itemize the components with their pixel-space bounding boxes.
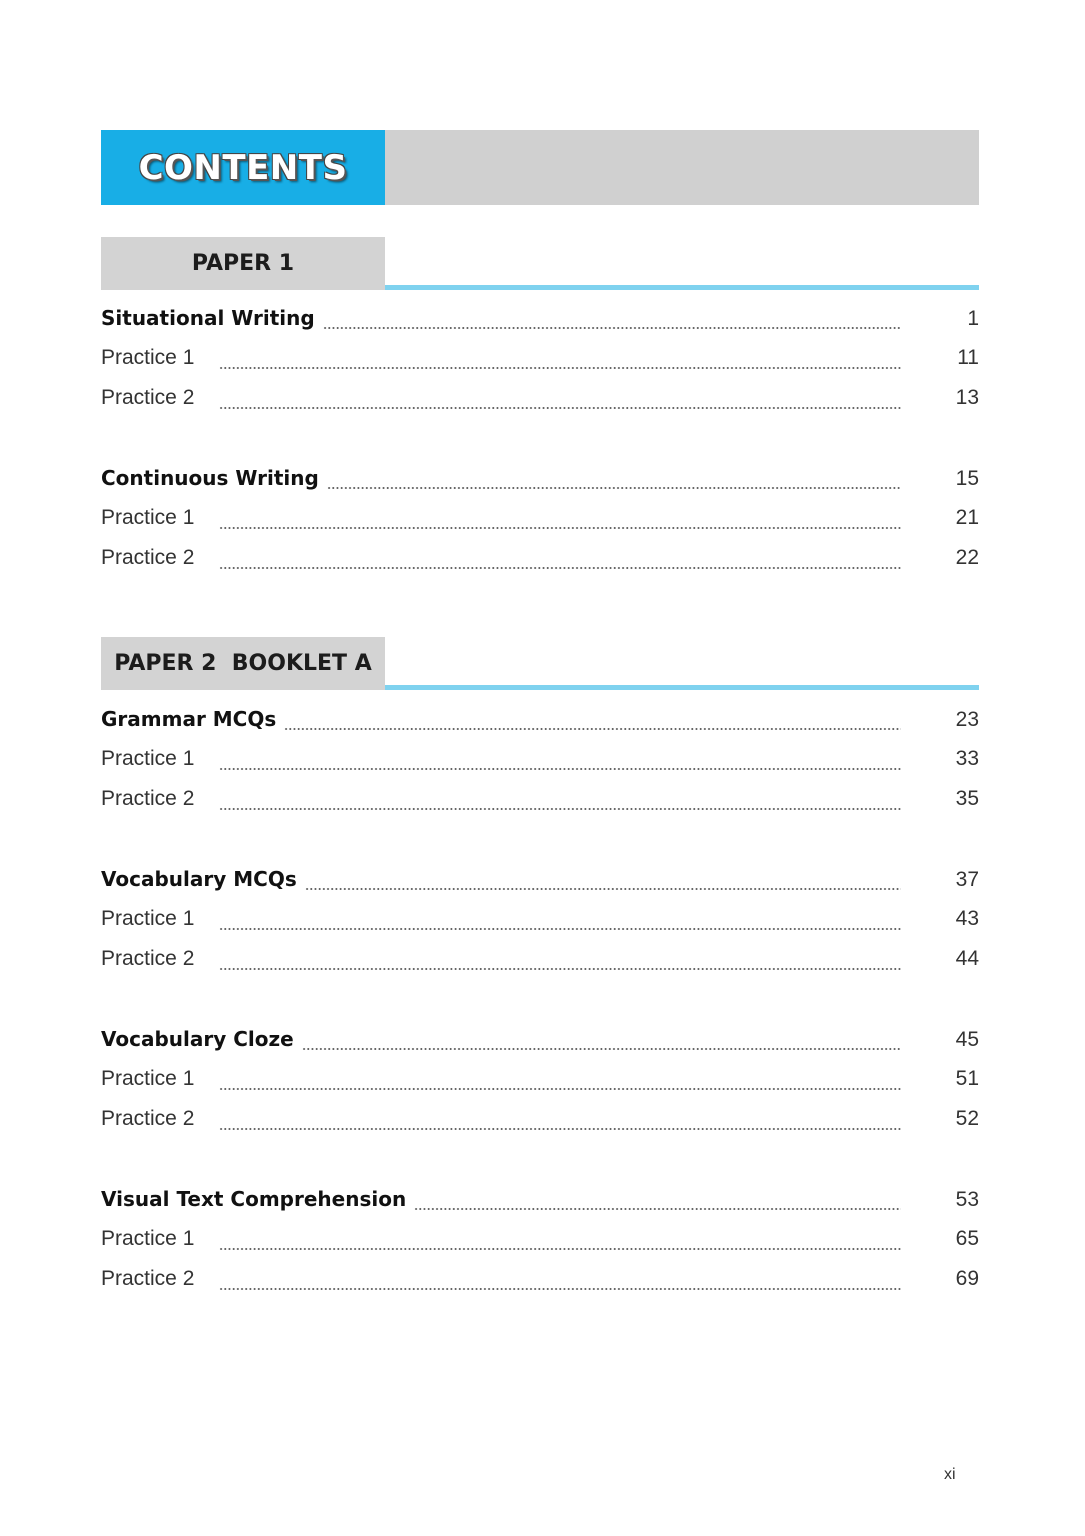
toc-page-number: 37	[955, 868, 979, 891]
toc-entry-title: Practice 2	[101, 386, 195, 409]
toc-page-number: 45	[955, 1028, 979, 1051]
section-divider	[385, 685, 979, 690]
toc-page-number: 44	[955, 947, 979, 970]
toc-page-number: 11	[957, 346, 979, 369]
toc-page-number: 43	[955, 907, 979, 930]
toc-entry-title: Visual Text Comprehension	[101, 1187, 407, 1211]
section-title: PAPER 2 BOOKLET A	[114, 651, 372, 676]
toc-entry-title: Practice 2	[101, 947, 195, 970]
dot-leader	[219, 1288, 901, 1290]
toc-entry-title: Practice 2	[101, 1267, 195, 1290]
dot-leader	[414, 1208, 901, 1210]
dot-leader	[219, 1248, 901, 1250]
toc-entry-title: Practice 1	[101, 907, 195, 930]
section-header-paper-1	[101, 237, 979, 290]
toc-page-number: 23	[955, 708, 979, 731]
dot-leader	[219, 1088, 901, 1090]
section-divider	[385, 285, 979, 290]
toc-entry-title: Practice 2	[101, 1107, 195, 1130]
dot-leader	[323, 327, 901, 329]
toc-entry-practice[interactable]	[101, 787, 979, 817]
section-tab	[101, 637, 385, 690]
toc-entry-practice[interactable]	[101, 1067, 979, 1097]
toc-page-number: 1	[967, 307, 979, 330]
toc-entry-title: Situational Writing	[101, 306, 315, 330]
toc-page-number: 15	[955, 467, 979, 490]
dot-leader	[327, 487, 901, 489]
toc-entry-practice[interactable]	[101, 1107, 979, 1137]
dot-leader	[219, 768, 901, 770]
toc-page-number: 35	[955, 787, 979, 810]
toc-entry-title: Practice 1	[101, 1227, 195, 1250]
dot-leader	[305, 888, 901, 890]
toc-entry-title: Practice 1	[101, 1067, 195, 1090]
toc-entry-title: Practice 1	[101, 346, 195, 369]
dot-leader	[219, 968, 901, 970]
section-header-paper-2-booklet-a	[101, 637, 979, 690]
toc-entry-visual-text-comprehension[interactable]	[101, 1187, 979, 1217]
toc-page-number: 21	[955, 506, 979, 529]
toc-page-number: 52	[955, 1107, 979, 1130]
toc-page-number: 22	[955, 546, 979, 569]
toc-entry-practice[interactable]	[101, 546, 979, 576]
contents-banner-title-box	[101, 130, 385, 205]
section-tab	[101, 237, 385, 290]
toc-entry-vocabulary-mcqs[interactable]	[101, 867, 979, 897]
dot-leader	[219, 808, 901, 810]
page-title: CONTENTS	[138, 147, 348, 188]
dot-leader	[284, 728, 901, 730]
toc-entry-grammar-mcqs[interactable]	[101, 707, 979, 737]
dot-leader	[219, 567, 901, 569]
toc-entry-practice[interactable]	[101, 506, 979, 536]
toc-entry-title: Practice 2	[101, 787, 195, 810]
dot-leader	[302, 1048, 901, 1050]
toc-entry-title: Practice 1	[101, 506, 195, 529]
toc-entry-continuous-writing[interactable]	[101, 466, 979, 496]
toc-entry-title: Practice 2	[101, 546, 195, 569]
toc-entry-practice[interactable]	[101, 386, 979, 416]
toc-entry-title: Continuous Writing	[101, 466, 319, 490]
toc-entry-practice[interactable]	[101, 947, 979, 977]
toc-entry-practice[interactable]	[101, 346, 979, 376]
dot-leader	[219, 1128, 901, 1130]
dot-leader	[219, 527, 901, 529]
toc-entry-practice[interactable]	[101, 747, 979, 777]
toc-entry-practice[interactable]	[101, 1267, 979, 1297]
dot-leader	[219, 928, 901, 930]
toc-entry-title: Vocabulary MCQs	[101, 867, 297, 891]
toc-entry-situational-writing[interactable]	[101, 306, 979, 336]
toc-entry-practice[interactable]	[101, 907, 979, 937]
toc-entry-title: Practice 1	[101, 747, 195, 770]
toc-page-number: 51	[955, 1067, 979, 1090]
toc-page-number: 69	[955, 1267, 979, 1290]
toc-entry-title: Vocabulary Cloze	[101, 1027, 294, 1051]
page-number: xi	[944, 1466, 956, 1483]
toc-page-number: 65	[955, 1227, 979, 1250]
toc-entry-title: Grammar MCQs	[101, 707, 277, 731]
toc-page-number: 53	[955, 1188, 979, 1211]
toc-entry-vocabulary-cloze[interactable]	[101, 1027, 979, 1057]
contents-banner	[101, 130, 979, 205]
dot-leader	[219, 367, 901, 369]
toc-entry-practice[interactable]	[101, 1227, 979, 1257]
toc-page-number: 33	[955, 747, 979, 770]
toc-page-number: 13	[955, 386, 979, 409]
section-title: PAPER 1	[191, 251, 295, 276]
dot-leader	[219, 407, 901, 409]
